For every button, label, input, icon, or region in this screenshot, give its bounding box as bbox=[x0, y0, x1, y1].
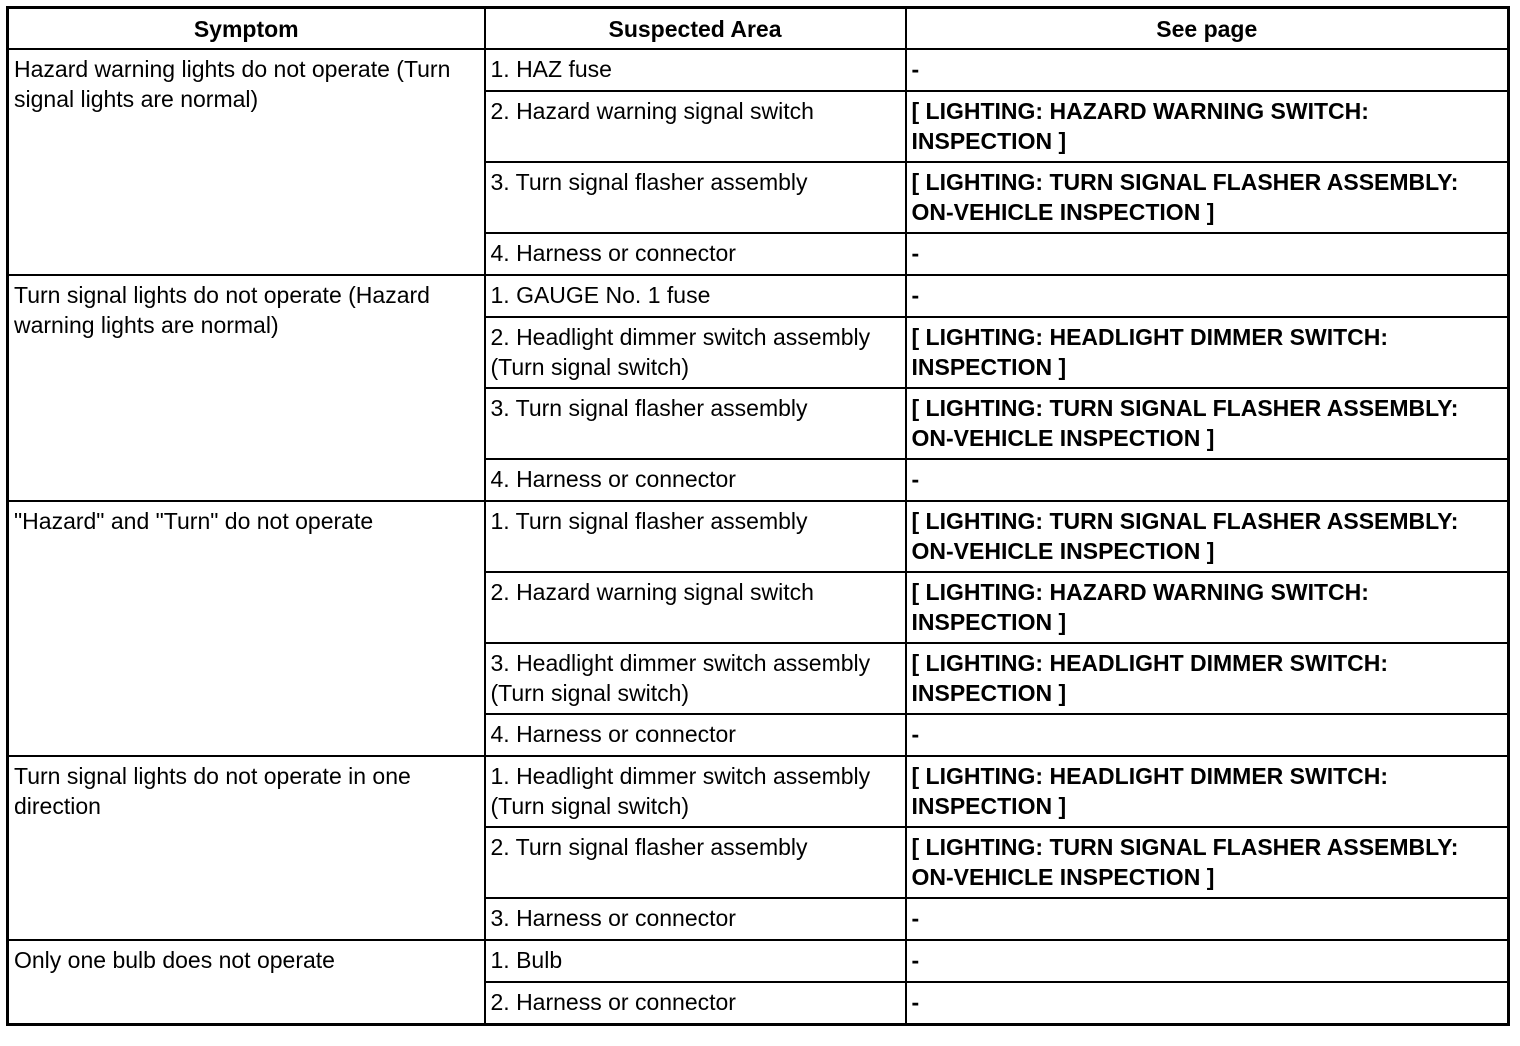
see-page-cell: [ LIGHTING: HEADLIGHT DIMMER SWITCH: INSPECTION ] bbox=[906, 317, 1509, 388]
see-page-cell: - bbox=[906, 459, 1509, 501]
column-header-see-page: See page bbox=[906, 8, 1509, 50]
see-page-cell: [ LIGHTING: HEADLIGHT DIMMER SWITCH: INSPECTION ] bbox=[906, 756, 1509, 827]
suspected-area-cell: 1. Bulb bbox=[485, 940, 906, 982]
suspected-area-cell: 2. Headlight dimmer switch assembly (Turn signal switch) bbox=[485, 317, 906, 388]
suspected-area-cell: 4. Harness or connector bbox=[485, 459, 906, 501]
troubleshooting-table bbox=[6, 6, 1510, 1026]
table-header-row bbox=[8, 8, 1509, 50]
see-page-cell: - bbox=[906, 982, 1509, 1024]
table-row bbox=[8, 756, 1509, 827]
suspected-area-cell: 2. Hazard warning signal switch bbox=[485, 91, 906, 162]
suspected-area-cell: 3. Turn signal flasher assembly bbox=[485, 162, 906, 233]
see-page-cell: - bbox=[906, 714, 1509, 756]
table-row bbox=[8, 501, 1509, 572]
symptom-cell: Hazard warning lights do not operate (Turn signal lights are normal) bbox=[8, 49, 485, 275]
suspected-area-cell: 4. Harness or connector bbox=[485, 714, 906, 756]
column-header-symptom: Symptom bbox=[8, 8, 485, 50]
suspected-area-cell: 1. HAZ fuse bbox=[485, 49, 906, 91]
symptom-cell: Turn signal lights do not operate (Hazard warning lights are normal) bbox=[8, 275, 485, 501]
suspected-area-cell: 1. GAUGE No. 1 fuse bbox=[485, 275, 906, 317]
see-page-cell: [ LIGHTING: HEADLIGHT DIMMER SWITCH: INSPECTION ] bbox=[906, 643, 1509, 714]
symptom-cell: Turn signal lights do not operate in one direction bbox=[8, 756, 485, 940]
table-row bbox=[8, 275, 1509, 317]
see-page-cell: - bbox=[906, 49, 1509, 91]
symptom-cell: Only one bulb does not operate bbox=[8, 940, 485, 1024]
table-row bbox=[8, 940, 1509, 982]
see-page-cell: [ LIGHTING: TURN SIGNAL FLASHER ASSEMBLY: ON-VEHICLE INSPECTION ] bbox=[906, 162, 1509, 233]
see-page-cell: [ LIGHTING: TURN SIGNAL FLASHER ASSEMBLY: ON-VEHICLE INSPECTION ] bbox=[906, 501, 1509, 572]
see-page-cell: - bbox=[906, 233, 1509, 275]
symptom-cell: "Hazard" and "Turn" do not operate bbox=[8, 501, 485, 756]
see-page-cell: [ LIGHTING: TURN SIGNAL FLASHER ASSEMBLY: ON-VEHICLE INSPECTION ] bbox=[906, 827, 1509, 898]
suspected-area-cell: 3. Harness or connector bbox=[485, 898, 906, 940]
column-header-suspected-area: Suspected Area bbox=[485, 8, 906, 50]
suspected-area-cell: 4. Harness or connector bbox=[485, 233, 906, 275]
see-page-cell: - bbox=[906, 898, 1509, 940]
suspected-area-cell: 3. Headlight dimmer switch assembly (Turn signal switch) bbox=[485, 643, 906, 714]
see-page-cell: [ LIGHTING: HAZARD WARNING SWITCH: INSPECTION ] bbox=[906, 91, 1509, 162]
see-page-cell: - bbox=[906, 940, 1509, 982]
suspected-area-cell: 3. Turn signal flasher assembly bbox=[485, 388, 906, 459]
suspected-area-cell: 2. Turn signal flasher assembly bbox=[485, 827, 906, 898]
suspected-area-cell: 1. Turn signal flasher assembly bbox=[485, 501, 906, 572]
table-row bbox=[8, 49, 1509, 91]
suspected-area-cell: 1. Headlight dimmer switch assembly (Turn signal switch) bbox=[485, 756, 906, 827]
see-page-cell: [ LIGHTING: HAZARD WARNING SWITCH: INSPECTION ] bbox=[906, 572, 1509, 643]
suspected-area-cell: 2. Harness or connector bbox=[485, 982, 906, 1024]
see-page-cell: [ LIGHTING: TURN SIGNAL FLASHER ASSEMBLY: ON-VEHICLE INSPECTION ] bbox=[906, 388, 1509, 459]
suspected-area-cell: 2. Hazard warning signal switch bbox=[485, 572, 906, 643]
see-page-cell: - bbox=[906, 275, 1509, 317]
